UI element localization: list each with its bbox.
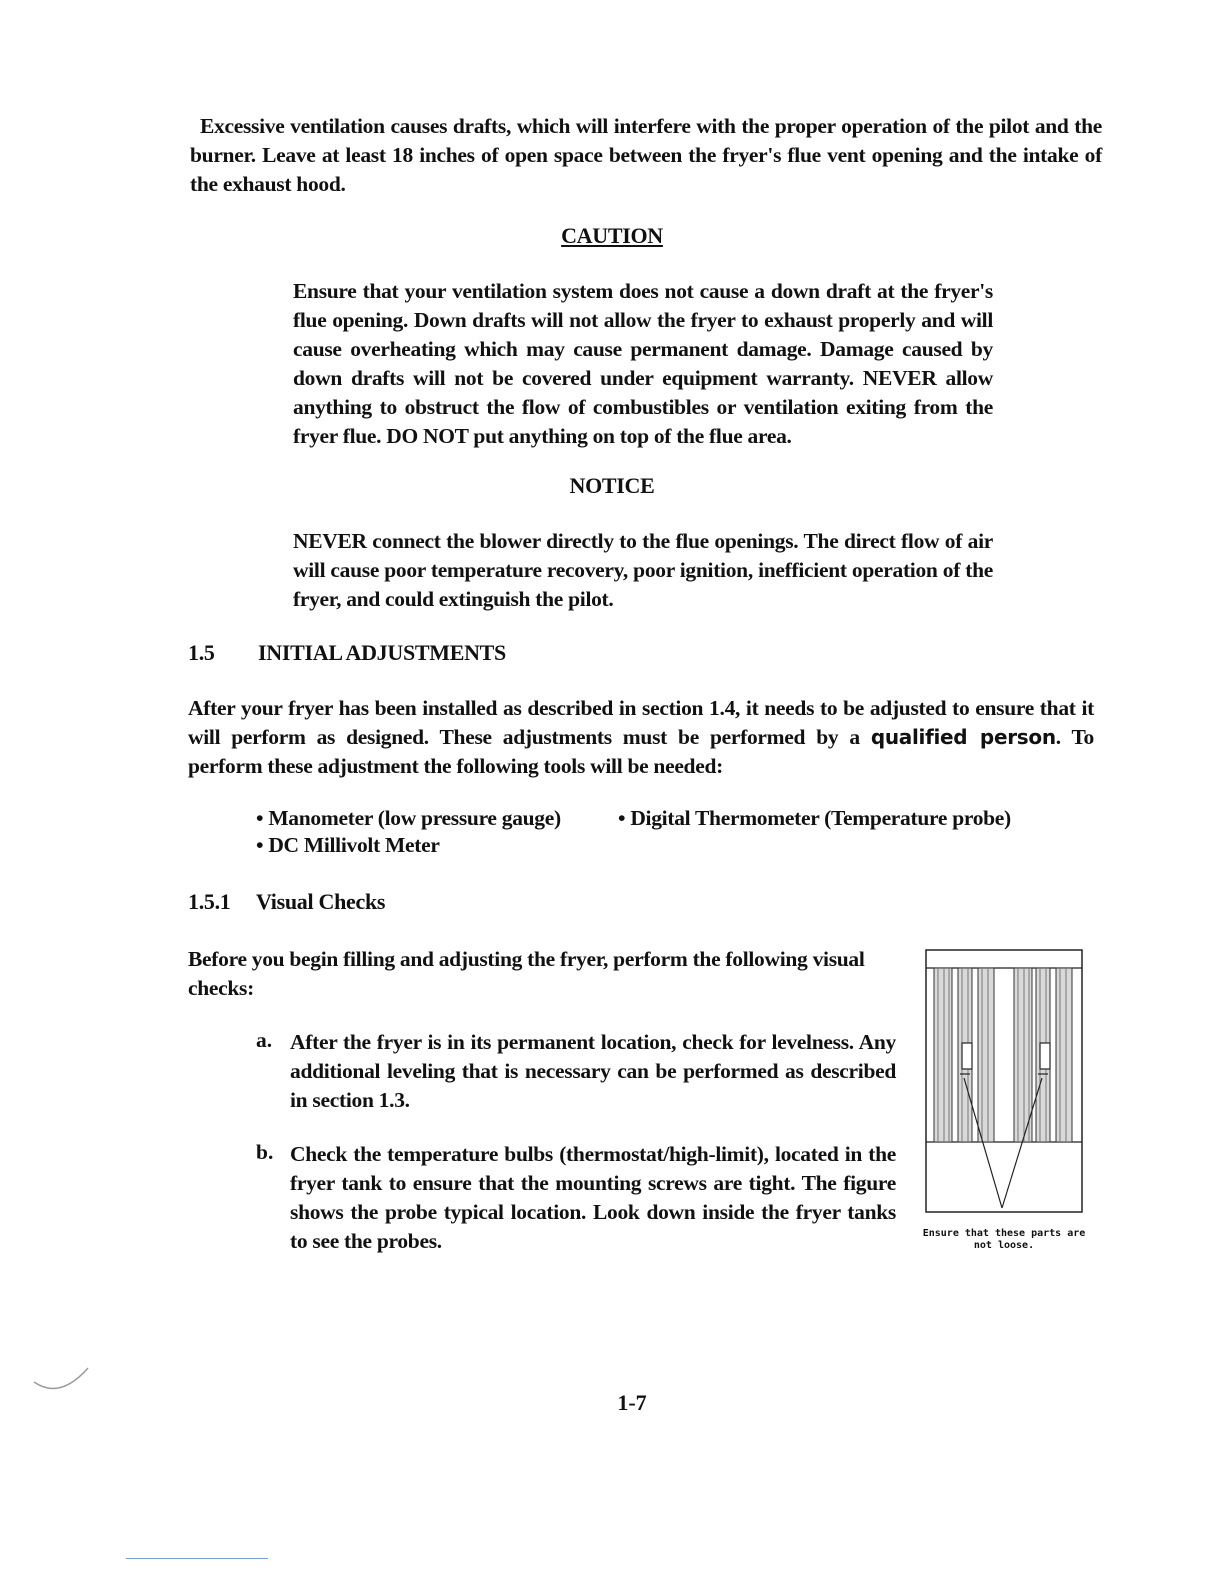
intro-paragraph: Excessive ventilation causes drafts, which will interfere with the proper operation of the pilot and the burner. Leave at least 18 inches of open space between the fryer's flue vent opening and the intake of the exhaust hood.	[190, 114, 1102, 196]
section-1-5-title: INITIAL ADJUSTMENTS	[258, 640, 506, 665]
tool-item: • DC Millivolt Meter	[256, 833, 440, 857]
bullet-icon: •	[256, 806, 264, 830]
caution-heading: CAUTION	[561, 223, 663, 248]
bullet-icon: •	[256, 833, 264, 857]
check-item-b: Check the temperature bulbs (thermostat/high-limit), located in the fryer tank to ensure that the mounting screws are tight. The figure shows the probe typical location. Look down inside the fryer tanks to see the probes.	[290, 1142, 896, 1253]
visual-checks-intro: Before you begin filling and adjusting the fryer, perform the following visual checks:	[188, 947, 865, 1000]
section-1-5-1-title: Visual Checks	[256, 889, 386, 914]
list-letter-a: a.	[256, 1028, 273, 1052]
tool-item: • Manometer (low pressure gauge)	[256, 806, 561, 830]
notice-paragraph: NEVER connect the blower directly to the flue openings. The direct flow of air will cause poor temperature recovery, poor ignition, inefficient operation of the fryer, and could extinguish the pilot.	[293, 529, 993, 611]
list-letter-b: b.	[256, 1140, 274, 1164]
qualified-person-emphasis: qualified person	[870, 725, 1056, 749]
caution-paragraph: Ensure that your ventilation system does not cause a down draft at the fryer's flue opening. Down drafts will not allow the fryer to exhaust properly and will cause overheating which may cause permanent damage. Damage caused by down drafts will not be covered under equipment warranty. NEVER allow anything to obstruct the flow of combustibles or ventilation exiting from the fryer flue. DO NOT put anything on top of the flue area.	[293, 279, 993, 448]
check-item-a: After the fryer is in its permanent location, check for levelness. Any additional leveling that is necessary can be performed as described in section 1.3.	[290, 1030, 896, 1112]
section-1-5-paragraph: After your fryer has been installed as described in section 1.4, it needs to be adjusted to ensure that it will perform as designed. These adjustments must be performed by a qualified person. To perform these adjustment the following tools will be needed:	[188, 696, 1094, 778]
section-1-5-number: 1.5	[188, 640, 215, 665]
tool-item: • Digital Thermometer (Temperature probe)	[618, 806, 1011, 830]
section-1-5-1-number: 1.5.1	[188, 889, 231, 914]
bullet-icon: •	[618, 806, 626, 830]
bottom-rule	[126, 1558, 268, 1559]
page-number: 1-7	[617, 1390, 647, 1415]
probe-figure	[924, 948, 1084, 1216]
figure-caption: Ensure that these parts are not loose.	[922, 1228, 1086, 1251]
notice-heading: NOTICE	[569, 473, 655, 498]
